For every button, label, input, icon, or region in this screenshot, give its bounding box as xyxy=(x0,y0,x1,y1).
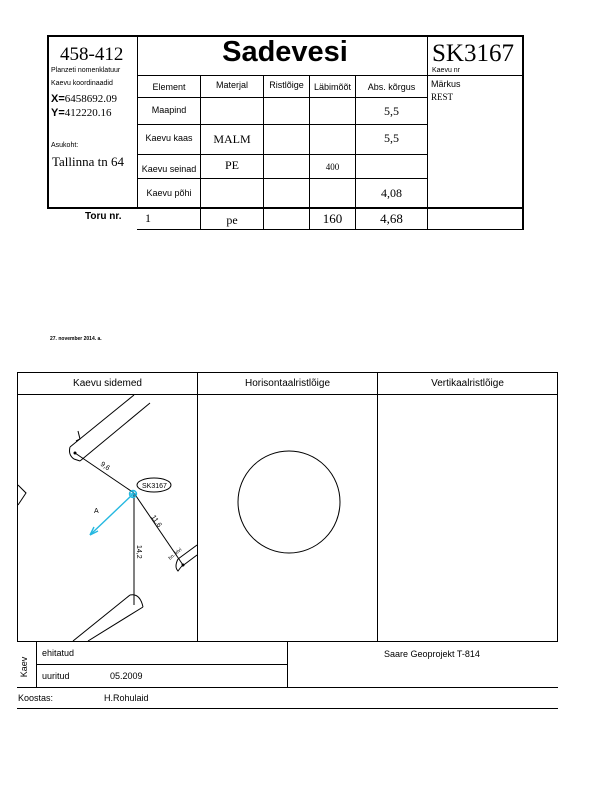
well-circle xyxy=(238,451,340,553)
dim-label: 11,6 xyxy=(149,514,163,529)
document-date: 27. november 2014. a. xyxy=(50,336,102,342)
row-element: Kaevu seinad xyxy=(141,164,197,174)
note-value: REST xyxy=(431,92,454,102)
dim-label: A xyxy=(94,508,99,515)
pipe-diameter: 160 xyxy=(322,211,343,226)
dim-label: bn. kivi xyxy=(167,546,184,562)
row-height: 5,5 xyxy=(384,103,399,118)
pipe-number: 1 xyxy=(145,211,151,225)
reference-mark xyxy=(76,431,80,441)
dim-label: 14,2 xyxy=(135,545,142,559)
pipe-height: 4,68 xyxy=(380,211,403,226)
col-diameter: Läbimõõt xyxy=(313,81,352,92)
panel-title-links: Kaevu sidemed xyxy=(73,378,142,389)
panel-title-vertical: Vertikaalristlõige xyxy=(431,378,504,389)
well-label: SK3167 xyxy=(142,483,167,490)
coord-x: X=6458692.09 xyxy=(51,93,118,105)
street-edge xyxy=(18,485,26,505)
footer-surveyed-date: 05.2009 xyxy=(110,671,143,681)
well-id: SK3167 xyxy=(432,40,514,67)
parcel-label: Planzeti nomenklatuur xyxy=(51,67,121,74)
footer-author-value: H.Rohulaid xyxy=(104,693,149,703)
pipe-label: Toru nr. xyxy=(85,211,122,222)
footer-surveyed-label: uuritud xyxy=(42,671,70,681)
pipe-material: pe xyxy=(226,212,238,227)
coord-y: Y=412220.16 xyxy=(51,107,112,119)
horizontal-section-drawing xyxy=(198,395,377,641)
y-value: 412220.16 xyxy=(64,107,112,119)
footer-company: Saare Geoprojekt T-814 xyxy=(384,649,480,659)
row-element: Maapind xyxy=(151,105,187,115)
location-label: Asukoht: xyxy=(51,142,79,149)
col-element: Element xyxy=(152,81,186,92)
row-height: 5,5 xyxy=(384,130,399,145)
well-id-label: Kaevu nr xyxy=(432,67,461,74)
street-end xyxy=(130,595,143,607)
coords-label: Kaevu koordinaadid xyxy=(51,80,113,87)
well-links-drawing xyxy=(18,395,197,641)
parcel-number: 458-412 xyxy=(60,44,124,65)
street-edge xyxy=(88,607,143,641)
page-title: Sadevesi xyxy=(222,36,348,68)
dimension-line xyxy=(75,453,134,493)
x-value: 6458692.09 xyxy=(64,93,118,105)
row-element: Kaevu kaas xyxy=(145,133,193,143)
y-label: Y xyxy=(51,107,59,119)
row-element: Kaevu põhi xyxy=(146,188,192,198)
col-height: Abs. kõrgus xyxy=(367,81,416,92)
footer-built-label: ehitatud xyxy=(42,648,75,658)
col-note: Märkus xyxy=(431,79,461,89)
row-material: PE xyxy=(224,157,239,172)
x-label: X xyxy=(51,93,59,105)
footer-author-label: Koostas: xyxy=(18,693,54,703)
row-height: 4,08 xyxy=(381,185,402,200)
dim-label: 9,6 xyxy=(98,460,111,473)
row-material: MALM xyxy=(213,132,251,146)
col-material: Materjal xyxy=(215,80,248,90)
street-edge xyxy=(73,595,130,641)
footer-side-label: Kaev xyxy=(19,656,29,678)
location-value: Tallinna tn 64 xyxy=(52,154,125,169)
street-edge xyxy=(80,403,150,461)
col-section: Ristlõige xyxy=(269,80,304,90)
row-diameter: 400 xyxy=(325,161,340,172)
panel-title-horizontal: Horisontaalristlõige xyxy=(244,378,331,389)
